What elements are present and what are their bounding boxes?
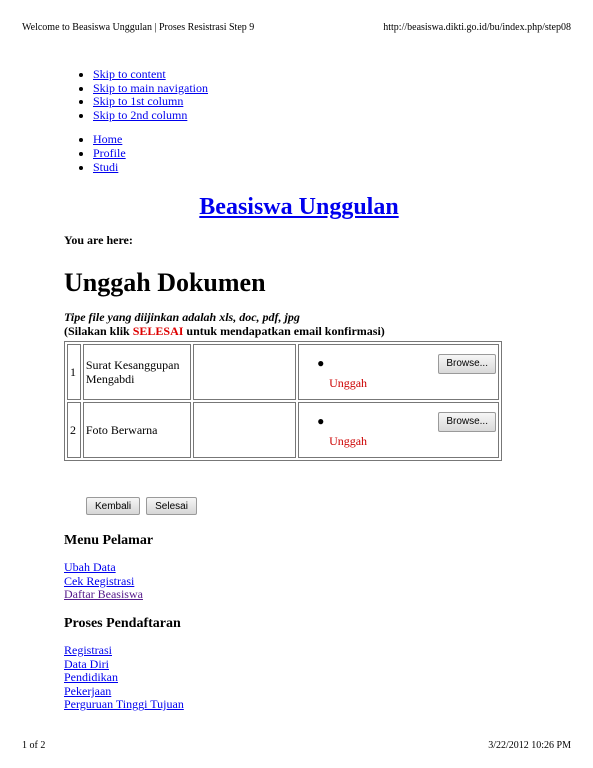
confirm-note-highlight: SELESAI <box>132 324 184 339</box>
nav-home-link[interactable]: Home <box>93 132 123 147</box>
upload-control <box>317 354 496 374</box>
upload-cell <box>298 344 499 400</box>
print-footer-datetime: 3/22/2012 10:26 PM <box>488 740 571 751</box>
cek-registrasi-link[interactable]: Cek Registrasi <box>64 573 135 588</box>
finish-button[interactable]: Selesai <box>146 497 197 515</box>
pendidikan-link[interactable]: Pendidikan <box>64 670 118 685</box>
skip-item <box>93 109 504 123</box>
print-footer-page: 1 of 2 <box>22 740 46 751</box>
pekerjaan-link[interactable]: Pekerjaan <box>64 683 112 698</box>
site-title-link[interactable]: Beasiswa Unggulan <box>199 194 399 221</box>
bullet-icon: ● <box>317 356 325 371</box>
file-type-note: Tipe file yang diijinkan adalah xls, doc, pdf, jpg <box>64 310 300 325</box>
main-navigation <box>64 133 504 174</box>
nav-profile-link[interactable]: Profile <box>93 145 126 160</box>
skip-item <box>93 82 504 96</box>
page-title: Unggah Dokumen <box>64 268 266 298</box>
back-button[interactable]: Kembali <box>86 497 140 515</box>
print-header-title: Welcome to Beasiswa Unggulan | Proses Resistrasi Step 9 <box>22 22 255 33</box>
nav-item <box>93 147 504 161</box>
document-name: Foto Berwarna <box>83 402 191 458</box>
breadcrumb: You are here: <box>64 233 133 248</box>
site-title <box>64 192 504 222</box>
file-path-field[interactable] <box>330 414 438 430</box>
nav-item <box>93 161 504 175</box>
upload-control <box>317 412 496 432</box>
table-row <box>67 402 499 458</box>
proses-pendaftaran-links <box>64 644 504 712</box>
form-buttons <box>64 497 504 515</box>
row-number: 1 <box>67 344 81 400</box>
menu-pelamar-links <box>64 561 504 602</box>
proses-pendaftaran-heading: Proses Pendaftaran <box>64 615 181 631</box>
confirm-note <box>64 324 504 338</box>
skip-to-1st-column-link[interactable]: Skip to 1st column <box>93 94 184 109</box>
skip-to-2nd-column-link[interactable]: Skip to 2nd column <box>93 107 188 122</box>
ubah-data-link[interactable]: Ubah Data <box>64 560 116 575</box>
menu-pelamar-heading: Menu Pelamar <box>64 533 154 549</box>
file-path-field[interactable] <box>330 356 438 372</box>
confirm-note-suffix: untuk mendapatkan email konfirmasi) <box>183 324 385 339</box>
print-header-url: http://beasiswa.dikti.go.id/bu/index.php/step08 <box>383 22 571 33</box>
empty-cell <box>193 344 296 400</box>
skip-links-list <box>64 68 504 122</box>
nav-item <box>93 133 504 147</box>
table-row <box>67 344 499 400</box>
browse-button[interactable]: Browse... <box>438 354 496 374</box>
row-number: 2 <box>67 402 81 458</box>
upload-link[interactable]: Unggah <box>329 375 368 390</box>
page-content <box>64 62 504 712</box>
data-diri-link[interactable]: Data Diri <box>64 656 109 671</box>
browse-button[interactable]: Browse... <box>438 412 496 432</box>
nav-studi-link[interactable]: Studi <box>93 159 119 174</box>
skip-item <box>93 95 504 109</box>
daftar-beasiswa-link[interactable]: Daftar Beasiswa <box>64 587 143 602</box>
skip-to-content-link[interactable]: Skip to content <box>93 67 166 81</box>
registrasi-link[interactable]: Registrasi <box>64 642 112 657</box>
document-name: Surat Kesanggupan Mengabdi <box>83 344 191 400</box>
upload-link[interactable]: Unggah <box>329 433 368 448</box>
empty-cell <box>193 402 296 458</box>
upload-cell <box>298 402 499 458</box>
perguruan-tinggi-tujuan-link[interactable]: Perguruan Tinggi Tujuan <box>64 697 184 712</box>
skip-to-main-navigation-link[interactable]: Skip to main navigation <box>93 80 208 95</box>
skip-item <box>93 68 504 82</box>
bullet-icon: ● <box>317 414 325 429</box>
confirm-note-prefix: (Silakan klik <box>64 324 133 339</box>
upload-table <box>64 341 502 461</box>
